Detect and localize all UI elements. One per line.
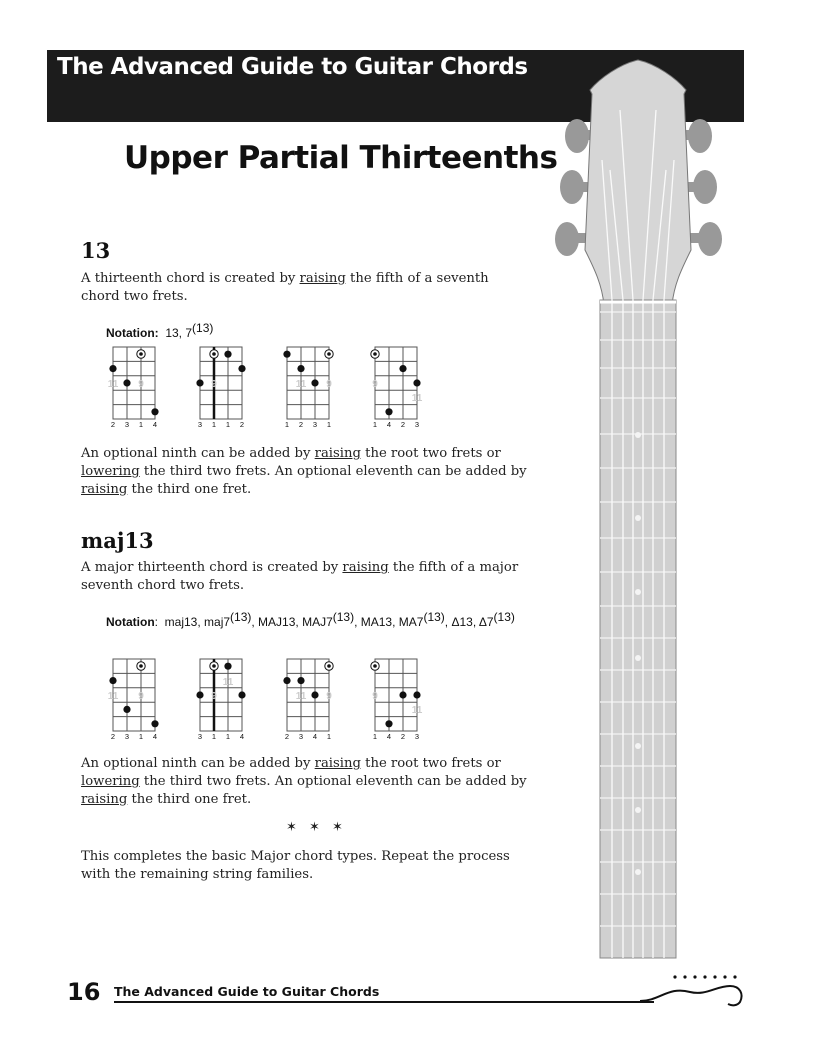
svg-text:9: 9 xyxy=(211,379,217,390)
svg-text:11: 11 xyxy=(222,677,234,688)
footer-title: The Advanced Guide to Guitar Chords xyxy=(114,984,380,999)
chord-diagram xyxy=(283,347,333,419)
guitar-body-curve-decoration xyxy=(640,968,750,1013)
chord-diagram xyxy=(371,659,423,731)
section-13-note: An optional ninth can be added by raising the root two frets or lowering the third two frets. An optional eleventh can be added by raising the third one fret. xyxy=(81,446,527,497)
svg-text:11: 11 xyxy=(295,691,307,702)
svg-text:11: 11 xyxy=(107,379,119,390)
section-maj13-note: An optional ninth can be added by raising the root two frets or lowering the third two frets. An optional eleventh can be added by raising the third one fret. xyxy=(81,756,527,807)
chord-diagram xyxy=(371,347,423,419)
svg-text:9: 9 xyxy=(138,379,144,390)
svg-text:9: 9 xyxy=(138,691,144,702)
svg-text:11: 11 xyxy=(107,691,119,702)
section-heading-maj13: maj13 xyxy=(81,528,154,553)
section-13-intro: A thirteenth chord is created by raising the fifth of a seventh chord two frets. xyxy=(81,271,489,304)
header-title: The Advanced Guide to Guitar Chords xyxy=(57,54,528,80)
section-maj13-intro: A major thirteenth chord is created by raising the fifth of a major seventh chord two frets. xyxy=(81,560,519,593)
svg-text:11: 11 xyxy=(295,379,307,390)
svg-text:9: 9 xyxy=(372,691,378,702)
chord-diagrams-13 xyxy=(100,340,440,430)
section-maj13-notation: Notation: maj13, maj7$^{(13)}$, MAJ13, MAJ7$^{(13)}$, MA13, MA7$^{(13)}$, Δ13, Δ7$^{(13)}$ xyxy=(106,610,515,629)
chord-diagram xyxy=(108,659,159,731)
guitar-neck-illustration xyxy=(540,50,740,962)
svg-text:11: 11 xyxy=(411,393,423,404)
section-heading-13: 13 xyxy=(81,238,111,263)
section-13-notation: Notation: 13, 7$^{(13)}$ xyxy=(106,321,214,340)
svg-text:9: 9 xyxy=(211,691,217,702)
svg-text:9: 9 xyxy=(372,379,378,390)
footer-rule xyxy=(114,1001,654,1003)
chord-diagram xyxy=(196,659,245,731)
chord-diagram xyxy=(283,659,333,731)
svg-text:9: 9 xyxy=(326,691,332,702)
svg-text:11: 11 xyxy=(411,705,423,716)
chord-diagram xyxy=(196,347,245,419)
closing-paragraph: This completes the basic Major chord types. Repeat the process with the remaining string families. xyxy=(81,849,510,882)
page-number: 16 xyxy=(67,978,101,1006)
chord-diagram xyxy=(108,347,159,419)
chord-diagrams-maj13 xyxy=(100,652,440,742)
page-title: Upper Partial Thirteenths xyxy=(124,140,558,176)
section-separator: ✶ ✶ ✶ xyxy=(286,820,347,835)
svg-text:9: 9 xyxy=(326,379,332,390)
